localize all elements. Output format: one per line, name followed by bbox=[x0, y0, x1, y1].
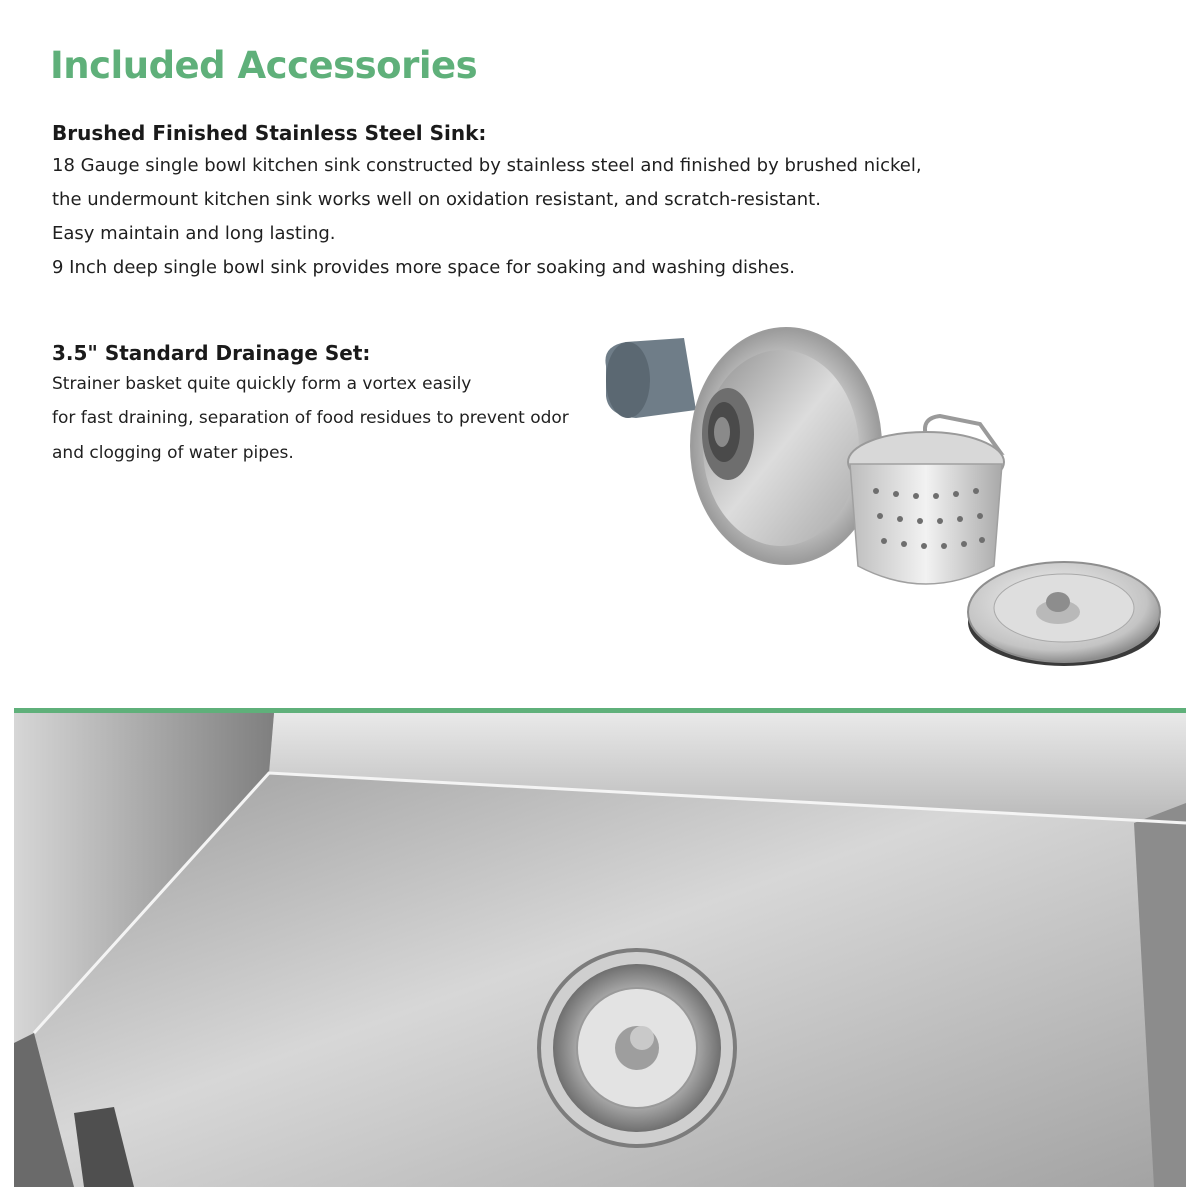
page-title: Included Accessories bbox=[50, 44, 478, 87]
drain-desc-line: and clogging of water pipes. bbox=[52, 443, 294, 463]
drain-desc-line: for fast draining, separation of food residues to prevent odor bbox=[52, 408, 569, 428]
sink-desc-line: 18 Gauge single bowl kitchen sink constructed by stainless steel and finished by brushed nickel, bbox=[52, 155, 922, 176]
drainage-set-image bbox=[596, 326, 1168, 672]
drain-desc-line: Strainer basket quite quickly form a vortex easily bbox=[52, 374, 472, 394]
sink-desc-line: Easy maintain and long lasting. bbox=[52, 223, 336, 244]
drain-section-heading: 3.5" Standard Drainage Set: bbox=[52, 341, 371, 365]
sink-bowl-image bbox=[14, 713, 1186, 1187]
sink-desc-line: the undermount kitchen sink works well on oxidation resistant, and scratch-resistant. bbox=[52, 189, 821, 210]
sink-section-heading: Brushed Finished Stainless Steel Sink: bbox=[52, 121, 487, 145]
sink-desc-line: 9 Inch deep single bowl sink provides more space for soaking and washing dishes. bbox=[52, 257, 795, 278]
